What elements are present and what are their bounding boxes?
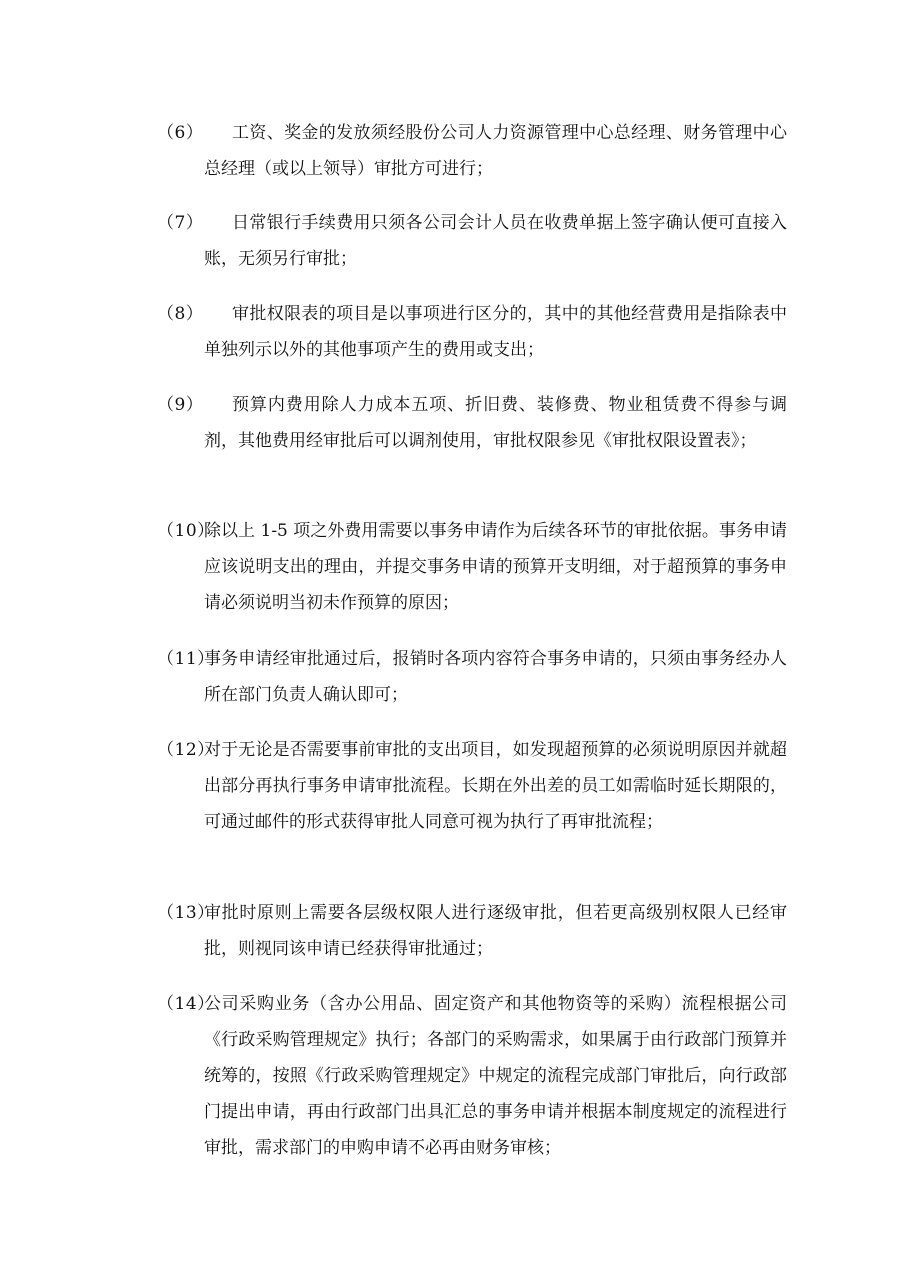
- item-text: 公司采购业务（含办公用品、固定资产和其他物资等的采购）流程根据公司《行政采购管理规定》执行；各部门的采购需求，如果属于由行政部门预算并统筹的，按照《行政采购管理规定》中规定的流程完成部门审批后，向行政部门提出申请，再由行政部门出具汇总的事务申请并根据本制度规定的流程进行审批，需求部门的申购申请不必再由财务审核；: [204, 994, 787, 1158]
- item-text: 审批权限表的项目是以事项进行区分的，其中的其他经营费用是指除表中单独列示以外的其他事项产生的费用或支出；: [204, 304, 787, 360]
- item-number: （10）: [157, 521, 215, 541]
- item-text: 除以上 1-5 项之外费用需要以事务申请作为后续各环节的审批依据。事务申请应该说明支出的理由，并提交事务申请的预算开支明细，对于超预算的事务申请必须说明当初未作预算的原因；: [204, 521, 787, 613]
- item-number: （14）: [157, 994, 215, 1014]
- item-text: 工资、奖金的发放须经股份公司人力资源管理中心总经理、财务管理中心总经理（或以上领导）审批方可进行；: [204, 123, 787, 179]
- item-text: 审批时原则上需要各层级权限人进行逐级审批，但若更高级别权限人已经审批，则视同该申请已经获得审批通过；: [204, 903, 787, 959]
- item-number: （6）: [157, 123, 204, 143]
- item-text: 对于无论是否需要事前审批的支出项目，如发现超预算的必须说明原因并就超出部分再执行事务申请审批流程。长期在外出差的员工如需临时延长期限的，可通过邮件的形式获得审批人同意可视为执行了再审批流程；: [204, 740, 787, 832]
- item-number: （8）: [157, 304, 204, 324]
- item-number: （12）: [157, 740, 215, 760]
- item-text: 预算内费用除人力成本五项、折旧费、装修费、物业租赁费不得参与调剂，其他费用经审批后可以调剂使用，审批权限参见《审批权限设置表》；: [204, 395, 787, 451]
- item-text: 事务申请经审批通过后，报销时各项内容符合事务申请的，只须由事务经办人所在部门负责人确认即可；: [204, 649, 787, 705]
- item-number: （9）: [157, 395, 204, 415]
- item-number: （13）: [157, 903, 215, 923]
- item-text: 日常银行手续费用只须各公司会计人员在收费单据上签字确认便可直接入账，无须另行审批；: [204, 213, 787, 269]
- item-number: （11）: [157, 649, 215, 669]
- item-number: （7）: [157, 213, 204, 233]
